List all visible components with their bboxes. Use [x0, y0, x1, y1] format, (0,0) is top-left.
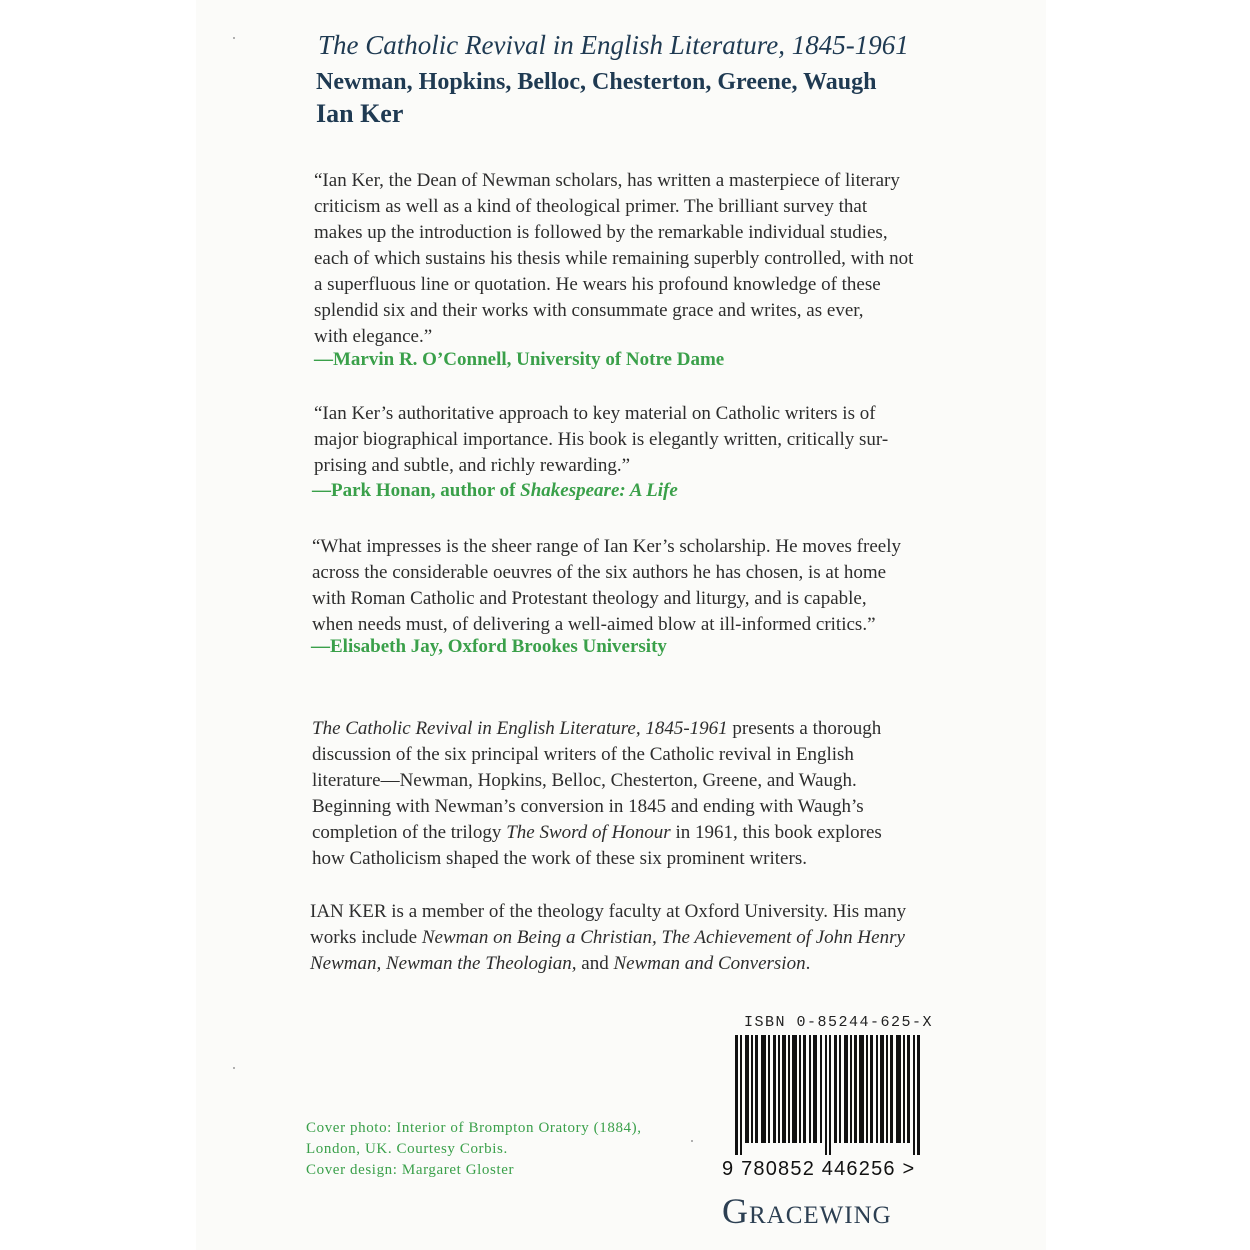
book-title	[318, 30, 909, 61]
description-line: discussion of the six principal writers of the Catholic revival in English	[312, 744, 854, 765]
bio-line: IAN KER is a member of the theology faculty at Oxford University. His many	[310, 901, 907, 922]
review-quote-3	[312, 534, 901, 638]
quote-line: “Ian Ker, the Dean of Newman scholars, has written a masterpiece of literary	[314, 170, 900, 191]
isbn-label: ISBN 0-85244-625-X	[744, 1014, 934, 1031]
speck	[233, 1067, 235, 1069]
quote-line: prising and subtle, and richly rewarding.”	[314, 455, 631, 476]
description-line: Beginning with Newman’s conversion in 1845 and ending with Waugh’s	[312, 796, 864, 817]
bio-works: Newman and Conversion	[613, 953, 806, 974]
quote-line: splendid six and their works with consummate grace and writes, as ever,	[314, 300, 864, 321]
quote-line: with elegance.”	[314, 326, 433, 347]
description-line: how Catholicism shaped the work of these six prominent writers.	[312, 848, 807, 869]
bio-text: and	[576, 953, 614, 974]
credit-line: London, UK. Courtesy Corbis.	[306, 1141, 508, 1157]
attribution-name: —Park Honan, author of	[312, 480, 521, 501]
quote-line: each of which sustains his thesis while remaining superbly controlled, with not	[314, 248, 914, 269]
description-title: The Catholic Revival in English Literature, 1845-1961	[312, 718, 728, 739]
book-title-years: 1845-1961	[791, 30, 909, 60]
quote-line: criticism as well as a kind of theological primer. The brilliant survey that	[314, 196, 868, 217]
quote-line: major biographical importance. His book is elegantly written, critically sur-	[314, 429, 889, 450]
review-attribution-2	[312, 480, 678, 502]
book-title-text: The Catholic Revival in English Literature,	[318, 30, 785, 60]
barcode-image	[735, 1035, 925, 1155]
bio-text: works include	[310, 927, 422, 948]
description-text: completion of the trilogy	[312, 822, 507, 843]
description-text: presents a thorough	[727, 718, 882, 739]
review-attribution-1: —Marvin R. O’Connell, University of Notre Dame	[314, 349, 725, 370]
book-author: Ian Ker	[316, 99, 404, 128]
bio-works: Newman on Being a Christian, The Achievement of John Henry	[421, 927, 905, 948]
credit-line: Cover photo: Interior of Brompton Oratory (1884),	[306, 1120, 642, 1136]
speck	[691, 1140, 693, 1142]
bio-text: .	[805, 953, 811, 974]
quote-line: makes up the introduction is followed by the remarkable individual studies,	[314, 222, 888, 243]
book-subtitle: Newman, Hopkins, Belloc, Chesterton, Greene, Waugh	[316, 69, 877, 95]
quote-line: across the considerable oeuvres of the six authors he has chosen, is at home	[312, 562, 887, 583]
description-text: in 1961, this book explores	[670, 822, 882, 843]
quote-line: “Ian Ker’s authoritative approach to key material on Catholic writers is of	[314, 403, 876, 424]
review-quote-1	[314, 168, 913, 350]
description-work: The Sword of Honour	[506, 822, 671, 843]
barcode-number: 9 780852 446256 >	[722, 1158, 916, 1180]
book-description	[312, 716, 882, 872]
quote-line: when needs must, of delivering a well-aimed blow at ill-informed critics.”	[312, 614, 876, 635]
quote-line: with Roman Catholic and Protestant theology and liturgy, and is capable,	[312, 588, 867, 609]
credit-line: Cover design: Margaret Gloster	[306, 1162, 515, 1178]
quote-line: “What impresses is the sheer range of Ian Ker’s scholarship. He moves freely	[312, 536, 901, 557]
speck	[233, 37, 235, 39]
review-quote-2	[314, 401, 888, 479]
description-line: literature—Newman, Hopkins, Belloc, Chesterton, Greene, and Waugh.	[312, 770, 857, 791]
review-attribution-3: —Elisabeth Jay, Oxford Brookes University	[311, 636, 667, 657]
publisher-logo: Gracewing	[722, 1191, 892, 1231]
author-bio	[310, 899, 906, 977]
quote-line: a superfluous line or quotation. He wears his profound knowledge of these	[314, 274, 881, 295]
cover-credits	[306, 1118, 642, 1181]
attribution-work: Shakespeare: A Life	[520, 480, 678, 501]
bio-works: Newman, Newman the Theologian,	[310, 953, 577, 974]
